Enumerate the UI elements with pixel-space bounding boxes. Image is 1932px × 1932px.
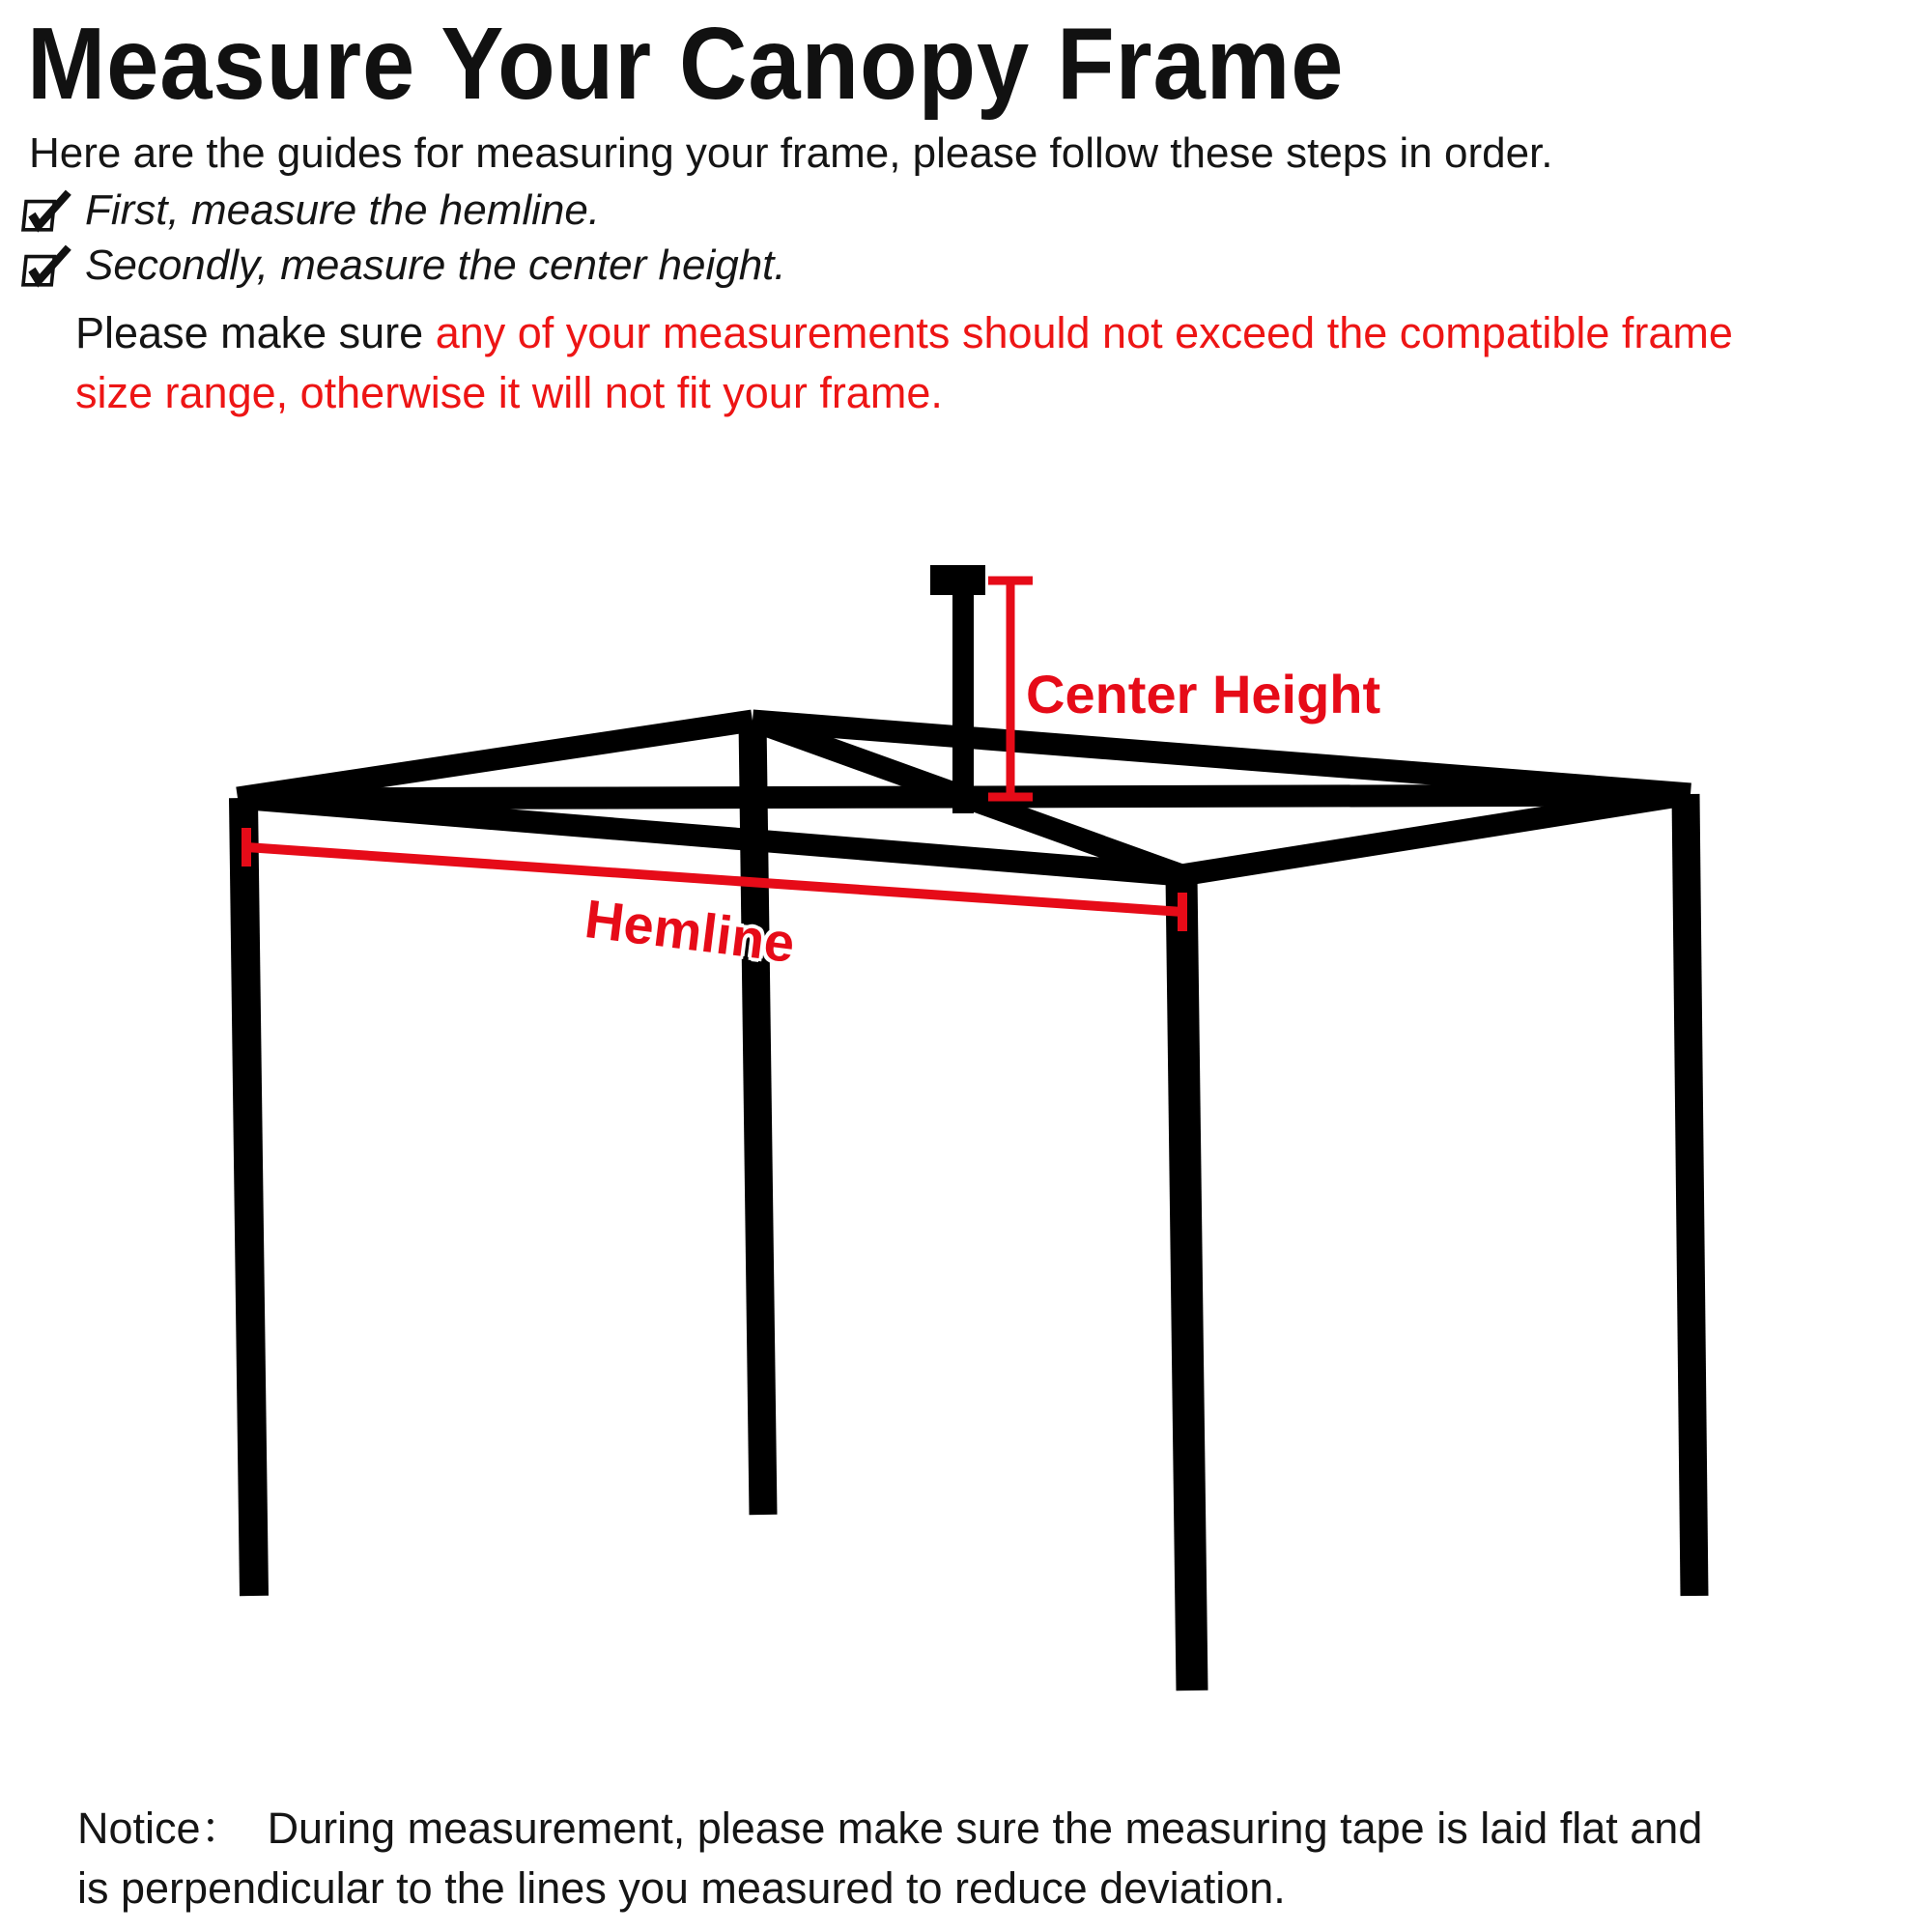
front-right-leg: [1181, 875, 1192, 1690]
front-left-leg: [243, 798, 254, 1596]
notice-text: [77, 1799, 1702, 1918]
notice-line1: During measurement, please make sure the measuring tape is laid flat and: [267, 1804, 1703, 1853]
step-label: First, measure the hemline.: [85, 186, 601, 234]
warning-red-line2: size range, otherwise it will not fit your frame.: [75, 368, 943, 417]
step-label: Secondly, measure the center height.: [85, 242, 786, 289]
center-height-label: Center Height: [1026, 664, 1381, 724]
notice-title: Notice：: [77, 1804, 244, 1853]
center-pole-cap: [930, 565, 985, 595]
roof-edge-left: [238, 721, 753, 798]
page-title: Measure Your Canopy Frame: [27, 7, 1345, 121]
notice-line2: is perpendicular to the lines you measured to reduce deviation.: [77, 1863, 1286, 1913]
page-subtitle: Here are the guides for measuring your frame, please follow these steps in order.: [29, 129, 1553, 177]
warning-red-line1: any of your measurements should not exceed the compatible frame: [435, 308, 1733, 357]
hemline-label: Hemline: [582, 887, 799, 975]
warning-prefix: Please make sure: [75, 308, 436, 357]
back-right-leg: [1686, 794, 1694, 1596]
center-pole-body: [952, 589, 974, 813]
